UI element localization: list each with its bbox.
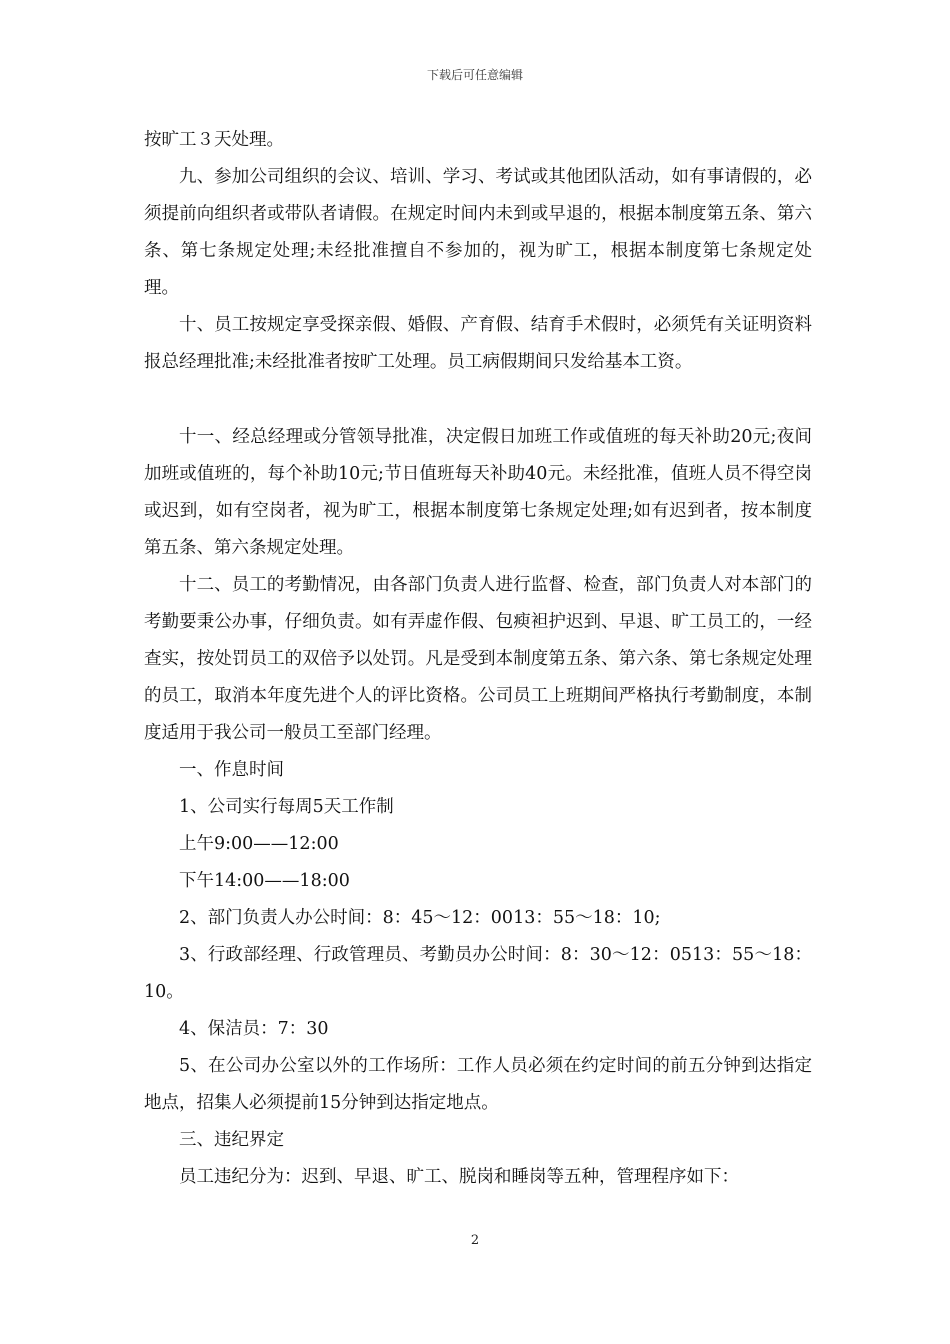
list-item-offsite-hours: 5、在公司办公室以外的工作场所：工作人员必须在约定时间的前五分钟到达指定地点，招集人必须提前15分钟到达指定地点。 <box>144 1056 812 1113</box>
paragraph-violation-types: 员工违纪分为：迟到、早退、旷工、脱岗和睡岗等五种，管理程序如下： <box>179 1167 739 1187</box>
list-item-admin-hours: 3、行政部经理、行政管理员、考勤员办公时间：8：30～12：0513：55～18：10。 <box>144 945 812 1002</box>
list-item-dept-head-hours: 2、部门负责人办公时间：8：45～12：0013：55～18：10; <box>179 908 661 928</box>
list-item-cleaner-hours: 4、保洁员：7：30 <box>179 1019 329 1039</box>
page-number: 2 <box>470 1233 480 1248</box>
list-item-morning: 上午9:00——12:00 <box>179 834 339 854</box>
paragraph-article-12: 十二、员工的考勤情况，由各部门负责人进行监督、检查，部门负责人对本部门的考勤要秉公办事，仔细负责。如有弄虚作假、包瘐袒护迟到、早退、旷工员工的，一经查实，按处罚员工的双倍予以处罚。凡是受到本制度第五条、第六条、第七条规定处理的员工，取消本年度先进个人的评比资格。公司员工上班期间严格执行考勤制度，本制度适用于我公司一般员工至部门经理。 <box>144 575 812 743</box>
paragraph-article-9: 九、参加公司组织的会议、培训、学习、考试或其他团队活动，如有事请假的，必须提前向组织者或带队者请假。在规定时间内未到或早退的，根据本制度第五条、第六条、第七条规定处理;未经批准擅自不参加的，视为旷工，根据本制度第七条规定处理。 <box>144 167 812 298</box>
paragraph-article-10: 十、员工按规定享受探亲假、婚假、产育假、结育手术假时，必须凭有关证明资料报总经理批准;未经批准者按旷工处理。员工病假期间只发给基本工资。 <box>144 315 812 372</box>
paragraph-article-11: 十一、经总经理或分管领导批准，决定假日加班工作或值班的每天补助20元;夜间加班或值班的，每个补助10元;节日值班每天补助40元。未经批准，值班人员不得空岗或迟到，如有空岗者，视为旷工，根据本制度第七条规定处理;如有迟到者，按本制度第五条、第六条规定处理。 <box>144 427 812 558</box>
blank-line <box>144 381 812 419</box>
section-heading-work-hours: 一、作息时间 <box>179 760 284 780</box>
list-item-workweek: 1、公司实行每周5天工作制 <box>179 797 394 817</box>
paragraph-continuation: 按旷工３天处理。 <box>144 130 284 150</box>
section-heading-violations: 三、违纪界定 <box>179 1130 284 1150</box>
page-header: 下载后可任意编辑 <box>426 68 523 82</box>
document-body <box>144 122 812 1196</box>
list-item-afternoon: 下午14:00——18:00 <box>179 871 350 891</box>
